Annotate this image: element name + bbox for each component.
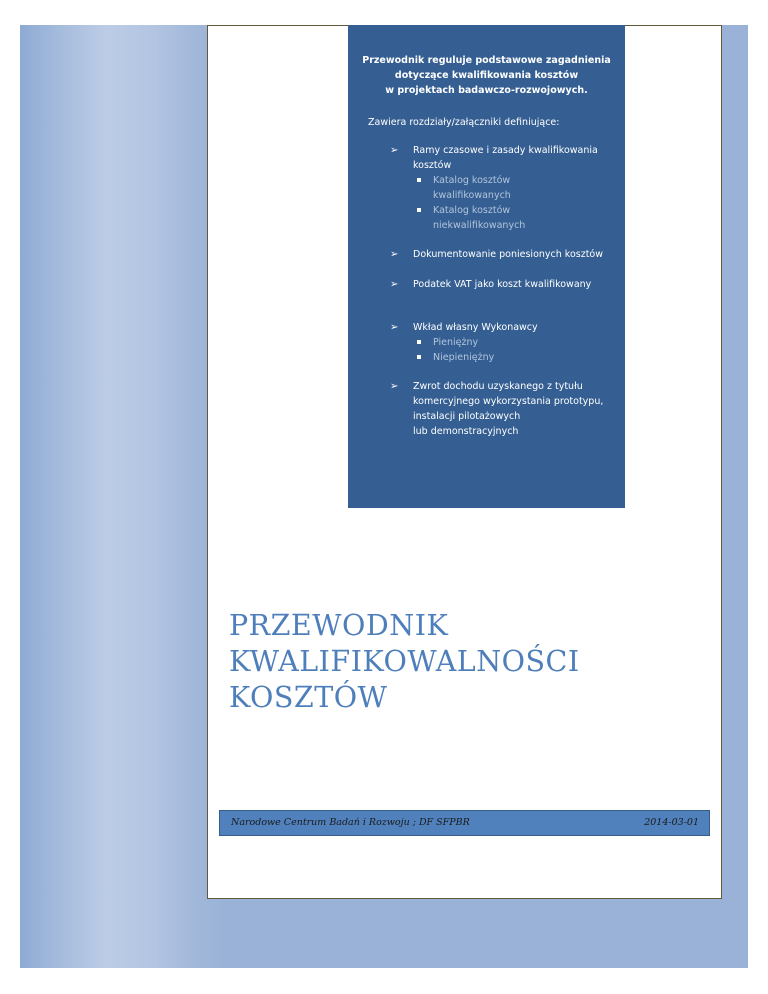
sub-item-line: Katalog kosztów [433, 175, 511, 186]
intro-line: dotyczące kwalifikowania kosztów [394, 70, 579, 81]
intro-line: Przewodnik reguluje podstawowe zagadnienia [362, 55, 611, 66]
title-line: KOSZTÓW [229, 681, 388, 714]
intro-text [348, 53, 625, 98]
arrow-bullet-icon: ➢ [390, 381, 399, 392]
sub-item [413, 350, 618, 365]
sub-item-line: Niepieniężny [433, 352, 495, 363]
list-item-line: Ramy czasowe i zasady kwalifikowania [413, 145, 598, 156]
list-item-line: kosztów [413, 160, 452, 171]
square-bullet-icon [417, 340, 421, 344]
list-item-line: komercyjnego wykorzystania prototypu, [413, 396, 604, 407]
arrow-bullet-icon: ➢ [390, 249, 399, 260]
lead-text: Zawiera rozdziały/załączniki definiujące: [368, 117, 560, 128]
title-line: KWALIFIKOWALNOŚCI [229, 645, 580, 678]
sub-item [413, 335, 618, 350]
title-line: PRZEWODNIK [229, 609, 449, 642]
sub-item-line: Katalog kosztów [433, 205, 511, 216]
arrow-bullet-icon: ➢ [390, 145, 399, 156]
square-bullet-icon [417, 208, 421, 212]
square-bullet-icon [417, 178, 421, 182]
sub-item-line: niekwalifikowanych [433, 220, 526, 231]
summary-sidebar [348, 25, 625, 508]
intro-line: w projektach badawczo-rozwojowych. [385, 85, 588, 96]
list-item-line: Zwrot dochodu uzyskanego z tytułu [413, 381, 583, 392]
footer-bar [219, 810, 710, 836]
arrow-bullet-icon: ➢ [390, 279, 399, 290]
list-item-line: Wkład własny Wykonawcy [413, 322, 538, 333]
list-item-line: Podatek VAT jako koszt kwalifikowany [413, 279, 592, 290]
square-bullet-icon [417, 355, 421, 359]
sub-item [413, 173, 618, 203]
sub-item-line: kwalifikowanych [433, 190, 511, 201]
list-item-line: Dokumentowanie poniesionych kosztów [413, 249, 604, 260]
arrow-bullet-icon: ➢ [390, 322, 399, 333]
sub-item [413, 203, 618, 233]
footer-organization: Narodowe Centrum Badań i Rozwoju ; DF SFPBR [231, 817, 470, 828]
sub-item-line: Pieniężny [433, 337, 479, 348]
footer-date: 2014-03-01 [644, 817, 699, 828]
document-title [229, 608, 689, 716]
list-item-line: lub demonstracyjnych [413, 426, 519, 437]
list-item-line: instalacji pilotażowych [413, 411, 521, 422]
